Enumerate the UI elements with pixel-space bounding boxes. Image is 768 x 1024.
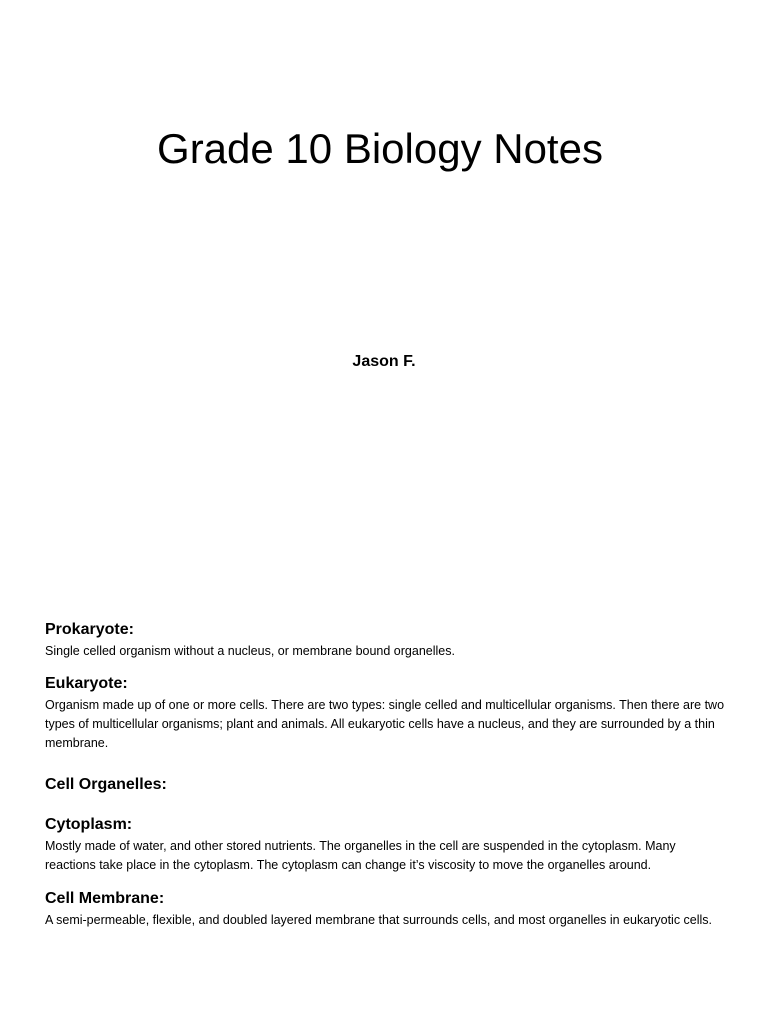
section-body: Organism made up of one or more cells. There are two types: single celled and multicellular organisms. Then there are two types of multicellular organisms; plant and animals. All eukaryotic cells have a nucleus, and they are surrounded by a thin membrane. [45, 698, 725, 750]
section-heading: Cell Organelles: [45, 776, 167, 793]
section-heading: Cytoplasm: [45, 816, 133, 833]
section-eukaryote [45, 674, 725, 753]
section-heading: Prokaryote: [45, 621, 134, 638]
document-title: Grade 10 Biology Notes [157, 125, 603, 172]
section-body: Mostly made of water, and other stored nutrients. The organelles in the cell are suspended in the cytoplasm. Many reactions take place in the cytoplasm. The cytoplasm can change it’s viscosity to move the organelles around. [45, 839, 676, 872]
document-author: Jason F. [352, 353, 416, 370]
section-heading: Cell Membrane: [45, 890, 165, 907]
section-body: A semi-permeable, flexible, and doubled layered membrane that surrounds cells, and most organelles in eukaryotic cells. [45, 913, 713, 927]
section-cytoplasm [45, 815, 725, 875]
section-cell-membrane [45, 889, 725, 930]
section-cell-organelles [45, 775, 725, 795]
section-prokaryote [45, 620, 725, 661]
notes-content [45, 620, 725, 930]
section-heading: Eukaryote: [45, 675, 128, 692]
section-body: Single celled organism without a nucleus, or membrane bound organelles. [45, 644, 455, 658]
